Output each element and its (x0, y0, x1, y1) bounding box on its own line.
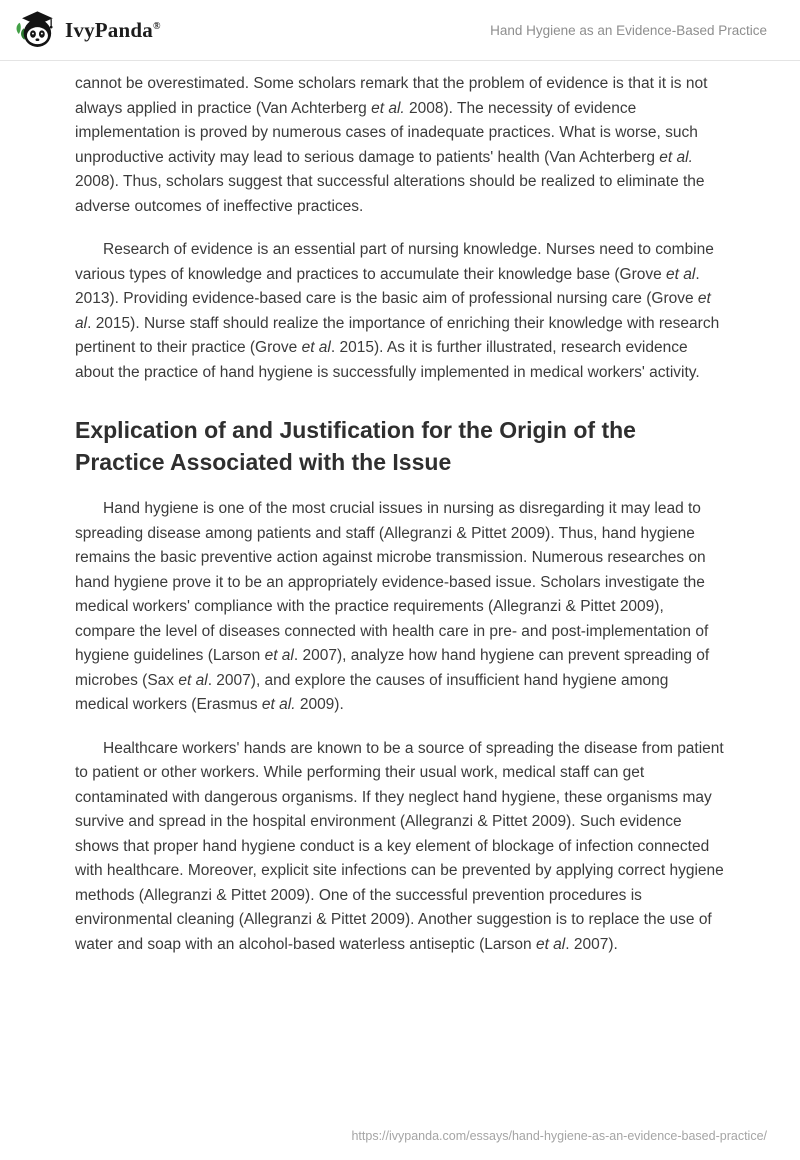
paragraph-text: 2008). The necessity of evidence implementation is proved by numerous cases of inadequate practices. What is worse, such unproductive activity may lead to serious damage to patients' health (Van Achterberg (75, 99, 698, 166)
essay-paragraph (75, 72, 725, 219)
paragraph-text: Hand hygiene is one of the most crucial issues in nursing as disregarding it may lead to spreading disease among patients and staff (Allegranzi & Pittet 2009). Thus, hand hygiene remains the basic preventive action against microbe transmission. Numerous researches on hand hygiene prove it to be an appropriately evidence-based issue. Scholars investigate the medical workers' compliance with the practice requirements (Allegranzi & Pittet 2009), compare the level of diseases connected with health care in pre- and post-implementation of hygiene guidelines (Larson (75, 500, 709, 664)
essay-paragraph (75, 497, 725, 718)
page-header (0, 0, 800, 61)
paragraph-text: . 2007), analyze how hand hygiene can prevent spreading of microbes (Sax (75, 647, 710, 689)
citation-italic-text: et al (535, 935, 566, 953)
registered-mark: ® (152, 20, 161, 32)
paragraph-text: 2008). Thus, scholars suggest that successful alterations should be realized to eliminate the adverse outcomes of ineffective practices. (75, 173, 705, 215)
paragraph-text: Research of evidence is an essential part of nursing knowledge. Nurses need to combine various types of knowledge and practices to accumulate their knowledge base (Grove (75, 241, 714, 283)
essay-paragraph (75, 238, 725, 385)
paragraph-text: . 2015). Nurse staff should realize the importance of enriching their knowledge with research pertinent to their practice (Grove (75, 314, 720, 356)
content (0, 61, 800, 957)
paragraph-text: . 2007), and explore the causes of insufficient hand hygiene among medical workers (Erasmus (75, 671, 669, 713)
citation-italic-text: et al (75, 290, 711, 332)
ivypanda-logo-link[interactable] (14, 9, 161, 51)
citation-italic-text: et al (301, 339, 331, 356)
paragraph-text: . 2007). (565, 935, 618, 953)
citation-italic-text: et al (264, 647, 294, 664)
panda-logo-icon (14, 9, 56, 51)
citation-italic-text: et al. (659, 148, 693, 166)
paragraph-text: cannot be overestimated. Some scholars remark that the problem of evidence is that it is not always applied in practice (Van Achterberg (75, 75, 708, 117)
paragraph-text: Healthcare workers' hands are known to be a source of spreading the disease from patient to patient or other workers. While performing their usual work, medical staff can get contaminated with dangerous organisms. If they neglect hand hygiene, these organisms may survive and spread in the hospital environment (Allegranzi & Pittet 2009). Such evidence shows that proper hand hygiene conduct is a key element of blockage of infection connected with healthcare. Moreover, explicit site infections can be prevented by applying correct hygiene methods (Allegranzi & Pittet 2009). One of the successful prevention procedures is environmental cleaning (Allegranzi & Pittet 2009). Another suggestion is to replace the use of water and soap with an alcohol-based waterless antiseptic (Larson (75, 739, 724, 953)
paragraph-text: 2009). (295, 696, 344, 713)
citation-italic-text: et al (666, 265, 696, 283)
paragraph-text: . 2015). As it is further illustrated, research evidence about the practice of hand hygiene is successfully implemented in medical workers' activity. (75, 339, 700, 381)
brand-name: IvyPanda® (65, 17, 161, 42)
paragraph-text: . 2013). Providing evidence-based care is the basic aim of professional nursing care (Grove (75, 265, 700, 307)
citation-italic-text: et al (178, 671, 208, 689)
document-title: Hand Hygiene as an Evidence-Based Practice (490, 22, 767, 38)
section-heading: Explication of and Justification for the Origin of the Practice Associated with the Issue (75, 417, 636, 475)
citation-italic-text: et al. (261, 696, 296, 713)
source-url: https://ivypanda.com/essays/hand-hygiene-as-an-evidence-based-practice/ (351, 1129, 767, 1143)
essay-paragraph (75, 737, 725, 958)
citation-italic-text: et al. (371, 99, 405, 117)
